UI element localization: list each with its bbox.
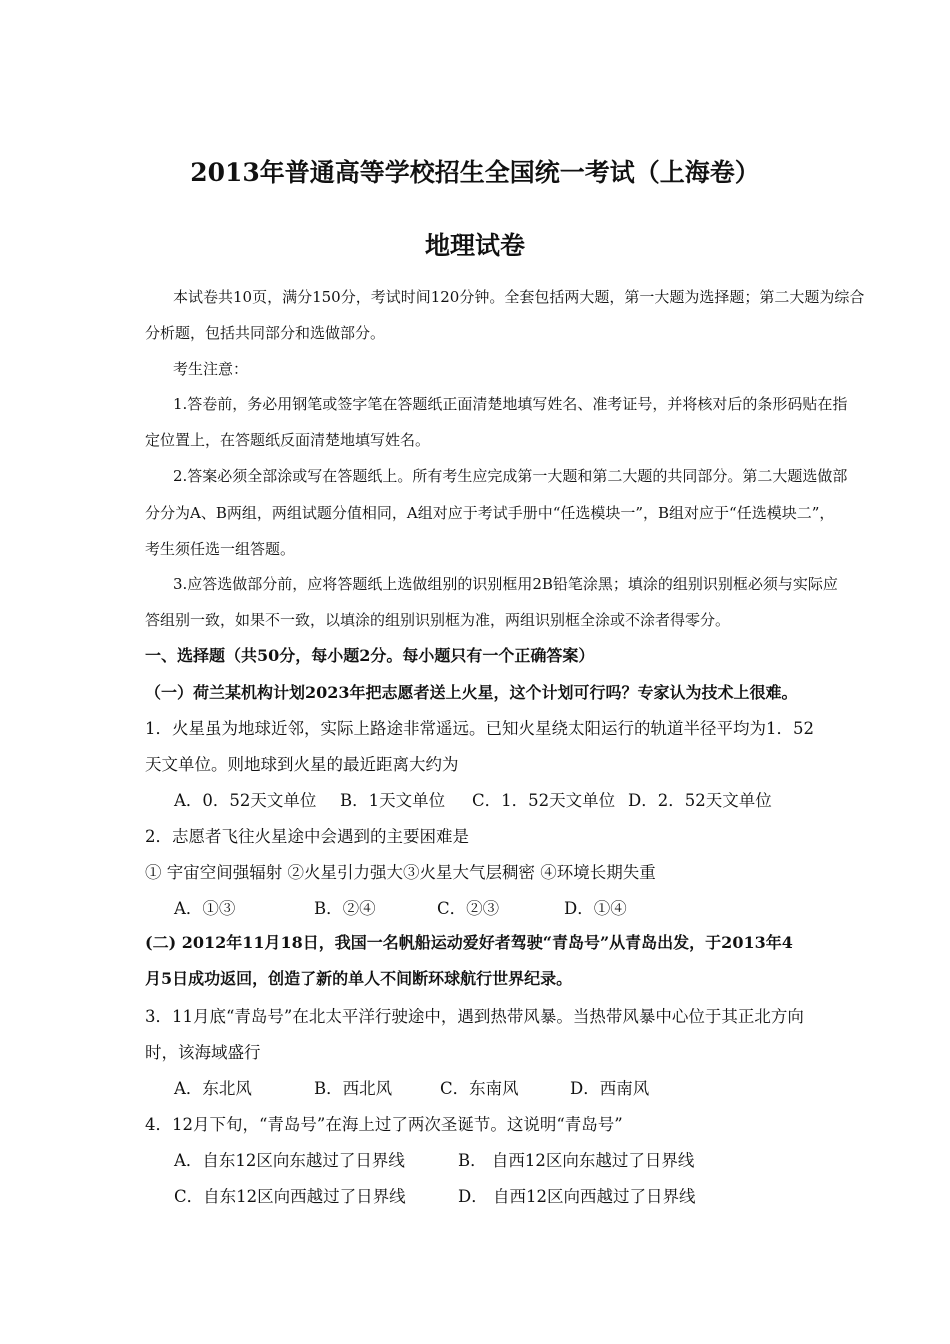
intro-line: 本试卷共10页，满分150分，考试时间120分钟。全套包括两大题，第一大题为选择题；第二大题为综合 [173,288,865,306]
question-stem: 3．11月底“青岛号”在北太平洋行驶途中，遇到热带风暴。当热带风暴中心位于其正北方向 [145,1007,804,1026]
notice-item-line: 1.答卷前，务必用钢笔或签字笔在答题纸正面清楚地填写姓名、准考证号，并将核对后的条形码贴在指 [173,395,848,413]
answer-option: C．东南风 [440,1079,519,1098]
question-stem: 时，该海域盛行 [145,1043,261,1062]
notice-heading: 考生注意： [173,360,249,378]
question-stem: 天文单位。则地球到火星的最近距离大约为 [145,755,459,774]
answer-option: B．②④ [314,899,376,918]
notice-item-line: 考生须任选一组答题。 [145,540,296,558]
question-group-intro: 月5日成功返回，创造了新的单人不间断环球航行世界纪录。 [145,969,573,988]
answer-option: D．①④ [564,899,627,918]
answer-option: B． 自西12区向东越过了日界线 [458,1151,695,1170]
notice-item-line: 分分为A、B两组，两组试题分值相同，A组对应于考试手册中“任选模块一”，B组对应于“任选模块二”， [145,504,835,522]
answer-option: A．0．52天文单位 [174,791,317,810]
notice-item-line: 定位置上，在答题纸反面清楚地填写姓名。 [145,431,431,449]
answer-option: B．1天文单位 [340,791,446,810]
question-group-intro: (二) 2012年11月18日，我国一名帆船运动爱好者驾驶“青岛号”从青岛出发，于2013年4 [145,933,793,952]
notice-item-line: 2.答案必须全部涂或写在答题纸上。所有考生应完成第一大题和第二大题的共同部分。第二大题选做部 [173,467,848,485]
question-stem: 2．志愿者飞往火星途中会遇到的主要困难是 [145,827,469,846]
notice-item-line: 3.应答选做部分前，应将答题纸上选做组别的识别框用2B铅笔涂黑；填涂的组别识别框必须与实际应 [173,575,838,593]
answer-option: D． 自西12区向西越过了日界线 [458,1187,696,1206]
answer-option: C．②③ [437,899,500,918]
question-stem: 4．12月下旬，“青岛号”在海上过了两次圣诞节。这说明“青岛号” [145,1115,623,1134]
answer-option: A．①③ [174,899,236,918]
question-group-intro: （一）荷兰某机构计划2023年把志愿者送上火星，这个计划可行吗？专家认为技术上很难。 [145,683,798,702]
answer-option: A．东北风 [174,1079,252,1098]
question-stem: ① 宇宙空间强辐射 ②火星引力强大③火星大气层稠密 ④环境长期失重 [145,863,656,882]
question-stem: 1．火星虽为地球近邻，实际上路途非常遥远。已知火星绕太阳运行的轨道半径平均为1．52 [145,719,814,738]
answer-option: A．自东12区向东越过了日界线 [174,1151,405,1170]
answer-option: B．西北风 [314,1079,393,1098]
answer-option: C．1．52天文单位 [472,791,616,810]
answer-option: C．自东12区向西越过了日界线 [174,1187,406,1206]
intro-line: 分析题，包括共同部分和选做部分。 [145,324,386,342]
answer-option: D．西南风 [570,1079,650,1098]
exam-subtitle: 地理试卷 [424,231,525,260]
section-heading: 一、选择题（共50分，每小题2分。每小题只有一个正确答案） [145,646,595,665]
exam-title: 2013年普通高等学校招生全国统一考试（上海卷） [190,158,760,187]
answer-option: D．2．52天文单位 [628,791,772,810]
notice-item-line: 答组别一致，如果不一致，以填涂的组别识别框为准，两组识别框全涂或不涂者得零分。 [145,611,731,629]
